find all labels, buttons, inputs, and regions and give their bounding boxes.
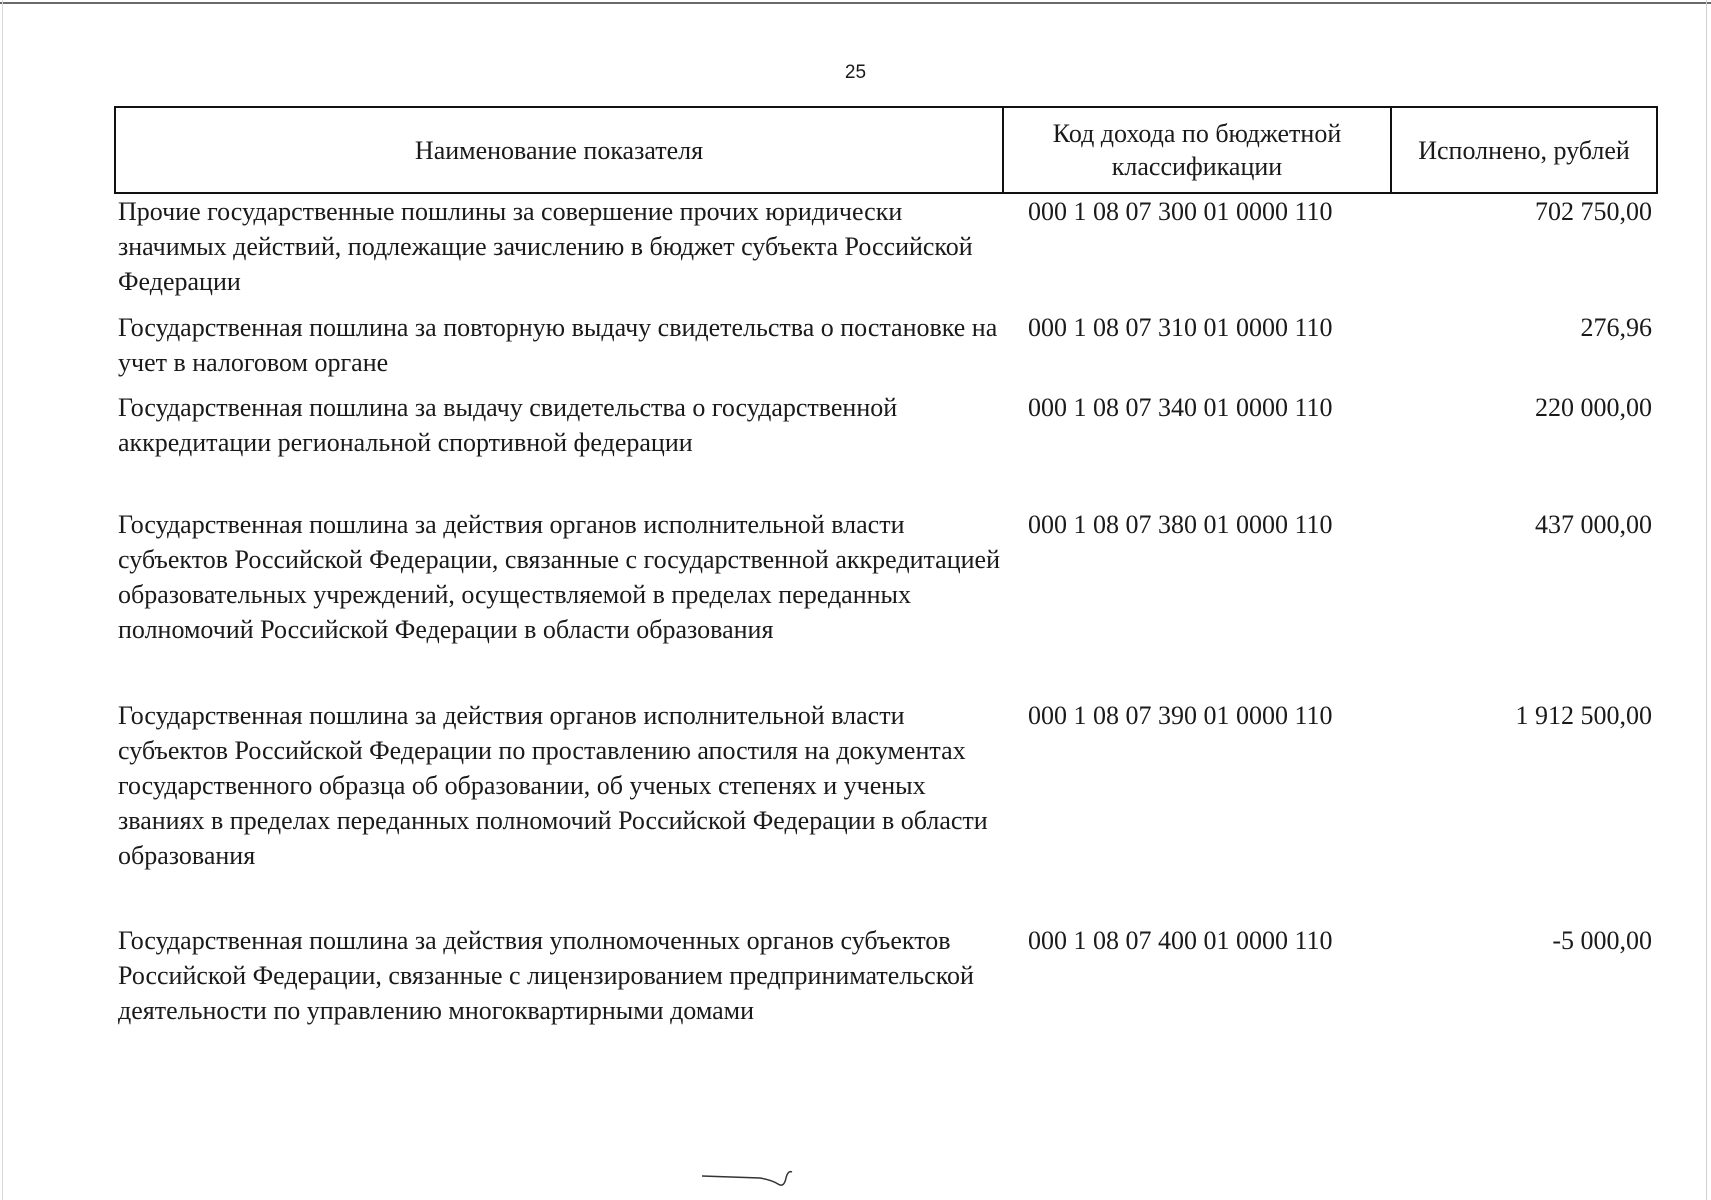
row-amount: 702 750,00 xyxy=(1535,197,1652,226)
row-amount: -5 000,00 xyxy=(1552,926,1652,955)
row-amount: 276,96 xyxy=(1580,313,1652,342)
row-code: 000 1 08 07 390 01 0000 110 xyxy=(1028,701,1333,730)
table-row xyxy=(114,194,1658,299)
row-amount: 1 912 500,00 xyxy=(1515,701,1652,730)
row-amount: 437 000,00 xyxy=(1535,510,1652,539)
header-code: Код дохода по бюджетной классификации xyxy=(1004,108,1392,192)
row-code: 000 1 08 07 340 01 0000 110 xyxy=(1028,393,1333,422)
row-code: 000 1 08 07 300 01 0000 110 xyxy=(1028,197,1333,226)
row-name: Прочие государственные пошлины за совершение прочих юридически значимых действий, подлежащие зачислению в бюджет субъекта Российской Федерации xyxy=(118,197,973,296)
table-header xyxy=(114,106,1658,194)
row-code: 000 1 08 07 310 01 0000 110 xyxy=(1028,313,1333,342)
row-amount: 220 000,00 xyxy=(1535,393,1652,422)
table-row xyxy=(114,390,1658,460)
header-name: Наименование показателя xyxy=(116,108,1004,192)
header-amount: Исполнено, рублей xyxy=(1418,135,1630,165)
row-name: Государственная пошлина за действия органов исполнительной власти субъектов Российской Федерации по проставлению апостиля на документах государственного образца об образовании, об ученых степенях и ученых званиях в пределах переданных полномочий Российской Федерации в области образования xyxy=(118,701,988,870)
scan-border-top xyxy=(0,2,1711,4)
table-row xyxy=(114,698,1658,873)
table-row xyxy=(114,507,1658,647)
scan-border-left xyxy=(2,0,3,1200)
row-name: Государственная пошлина за повторную выдачу свидетельства о постановке на учет в налоговом органе xyxy=(118,313,998,377)
row-name: Государственная пошлина за действия уполномоченных органов субъектов Российской Федерации, связанные с лицензированием предпринимательской деятельности по управлению многоквартирными домами xyxy=(118,926,974,1025)
page-number: 25 xyxy=(844,62,867,83)
row-name: Государственная пошлина за выдачу свидетельства о государственной аккредитации региональной спортивной федерации xyxy=(118,393,898,457)
scan-border-right xyxy=(1706,0,1707,1200)
row-name: Государственная пошлина за действия органов исполнительной власти субъектов Российской Федерации, связанные с государственной аккредитацией образовательных учреждений, осуществляемой в пределах переданных полномочий Российской Федерации в области образования xyxy=(118,510,1000,644)
table-row xyxy=(114,923,1658,1028)
row-code: 000 1 08 07 380 01 0000 110 xyxy=(1028,510,1333,539)
table-row xyxy=(114,310,1658,380)
row-code: 000 1 08 07 400 01 0000 110 xyxy=(1028,926,1333,955)
pen-mark xyxy=(700,1168,820,1190)
